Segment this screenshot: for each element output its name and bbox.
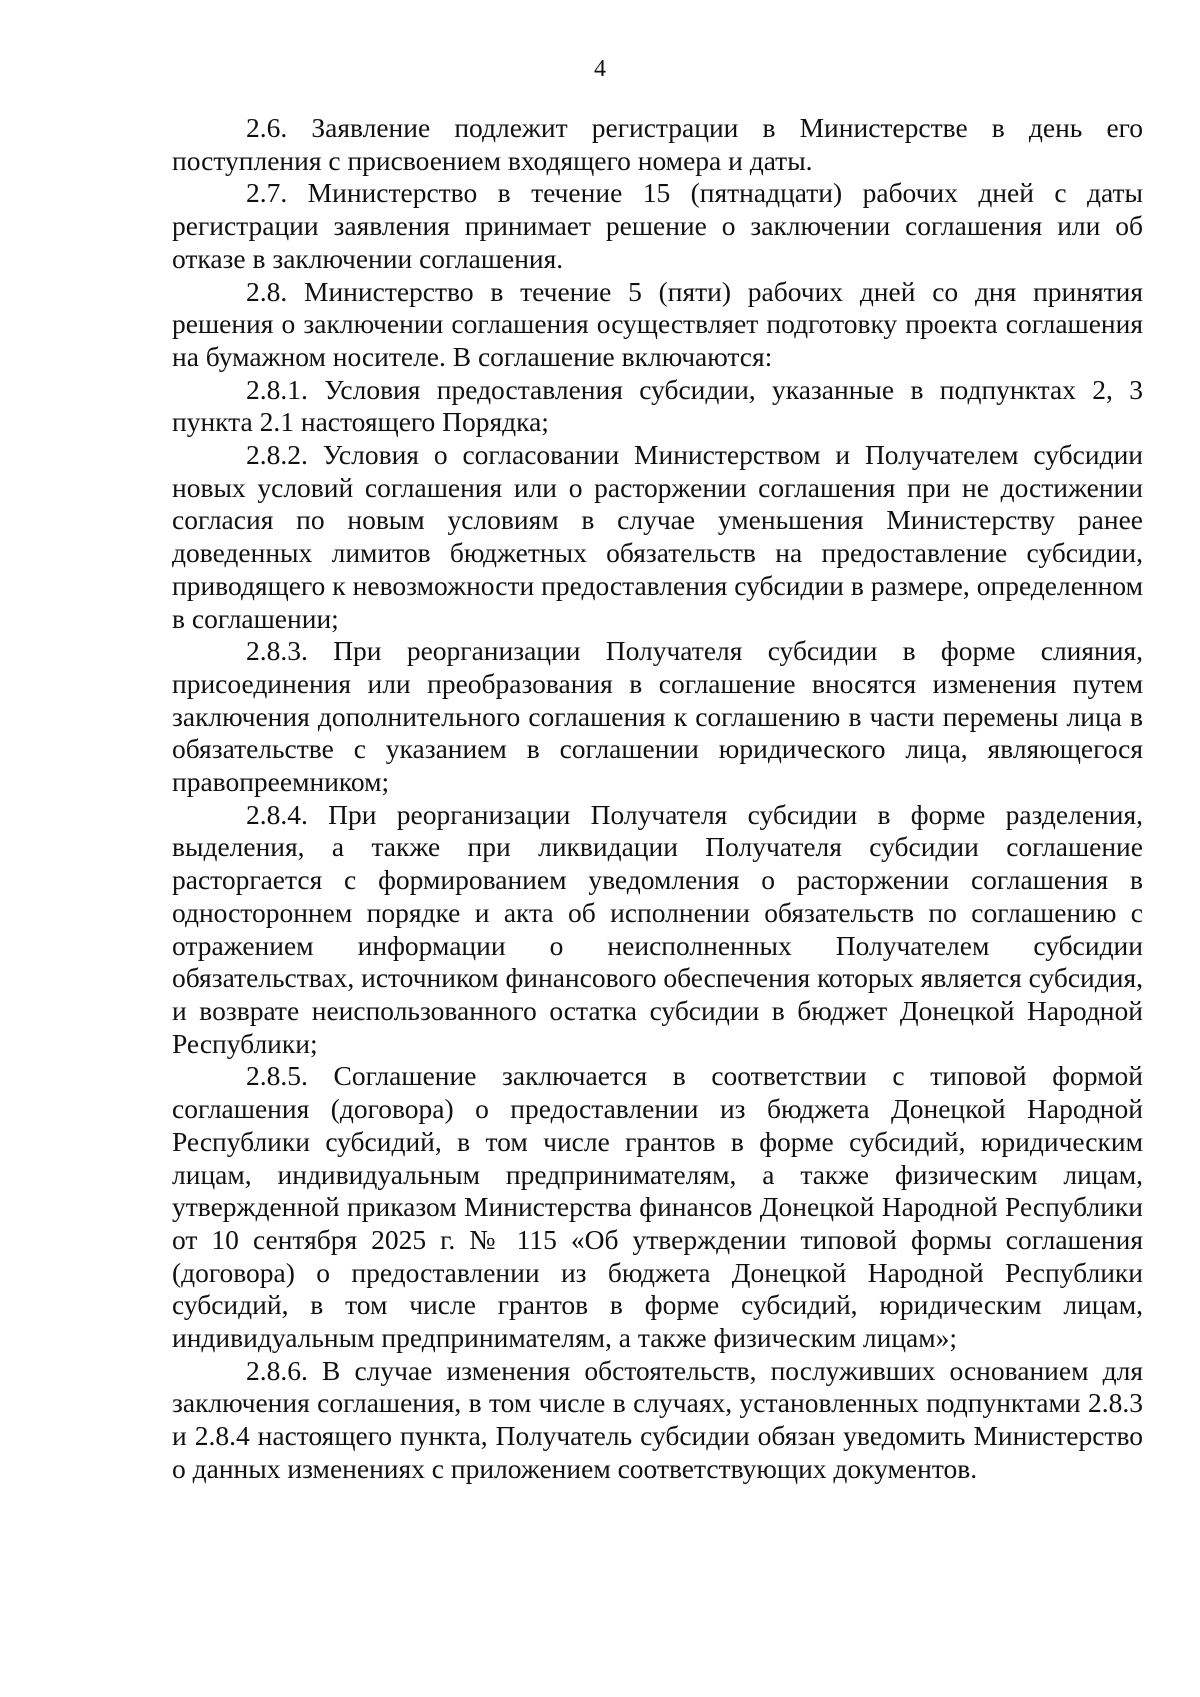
document-body — [172, 112, 1143, 1486]
paragraph-2-6: 2.6. Заявление подлежит регистрации в Министерстве в день его поступления с присвоением входящего номера и даты. — [172, 112, 1143, 176]
paragraph-2-8-4: 2.8.4. При реорганизации Получателя субсидии в форме разделения, выделения, а также при ликвидации Получателя субсидии соглашение расторгается с формированием уведомления о расторжении соглашения в одностороннем порядке и акта об исполнении обязательств по соглашению с отражением информации о неисполненных Получателем субсидии обязательствах, источником финансового обеспечения которых является субсидия, и возврате неиспользованного остатка субсидии в бюджет Донецкой Народной Республики; — [172, 798, 1143, 1059]
paragraph-2-7: 2.7. Министерство в течение 15 (пятнадцати) рабочих дней с даты регистрации заявления принимает решение о заключении соглашения или об отказе в заключении соглашения. — [172, 177, 1143, 274]
paragraph-2-8-5: 2.8.5. Соглашение заключается в соответствии с типовой формой соглашения (договора) о предоставлении из бюджета Донецкой Народной Республики субсидий, в том числе грантов в форме субсидий, юридическим лицам, индивидуальным предпринимателям, а также физическим лицам, утвержденной приказом Министерства финансов Донецкой Народной Республики от 10 сентября 2025 г. № 115 «Об утверждении типовой формы соглашения (договора) о предоставлении из бюджета Донецкой Народной Республики субсидий, в том числе грантов в форме субсидий, юридическим лицам, индивидуальным предпринимателям, а также физическим лицам»; — [172, 1060, 1143, 1354]
page-number: 4 — [594, 56, 606, 82]
paragraph-2-8-2: 2.8.2. Условия о согласовании Министерством и Получателем субсидии новых условий соглашения или о расторжении соглашения при не достижении согласия по новым условиям в случае уменьшения Министерству ранее доведенных лимитов бюджетных обязательств на предоставление субсидии, приводящего к невозможности предоставления субсидии в размере, определенном в соглашении; — [172, 439, 1143, 634]
paragraph-2-8-6: 2.8.6. В случае изменения обстоятельств, послуживших основанием для заключения соглашения, в том числе в случаях, установленных подпунктами 2.8.3 и 2.8.4 настоящего пункта, Получатель субсидии обязан уведомить Министерство о данных изменениях с приложением соответствующих документов. — [172, 1354, 1143, 1484]
paragraph-2-8-1: 2.8.1. Условия предоставления субсидии, указанные в подпунктах 2, 3 пункта 2.1 настоящего Порядка; — [172, 373, 1143, 438]
paragraph-2-8: 2.8. Министерство в течение 5 (пяти) рабочих дней со дня принятия решения о заключении соглашения осуществляет подготовку проекта соглашения на бумажном носителе. В соглашение включаются: — [172, 275, 1143, 372]
paragraph-2-8-3: 2.8.3. При реорганизации Получателя субсидии в форме слияния, присоединения или преобразования в соглашение вносятся изменения путем заключения дополнительного соглашения к соглашению в части перемены лица в обязательстве с указанием в соглашении юридического лица, являющегося правопреемником; — [172, 635, 1143, 798]
